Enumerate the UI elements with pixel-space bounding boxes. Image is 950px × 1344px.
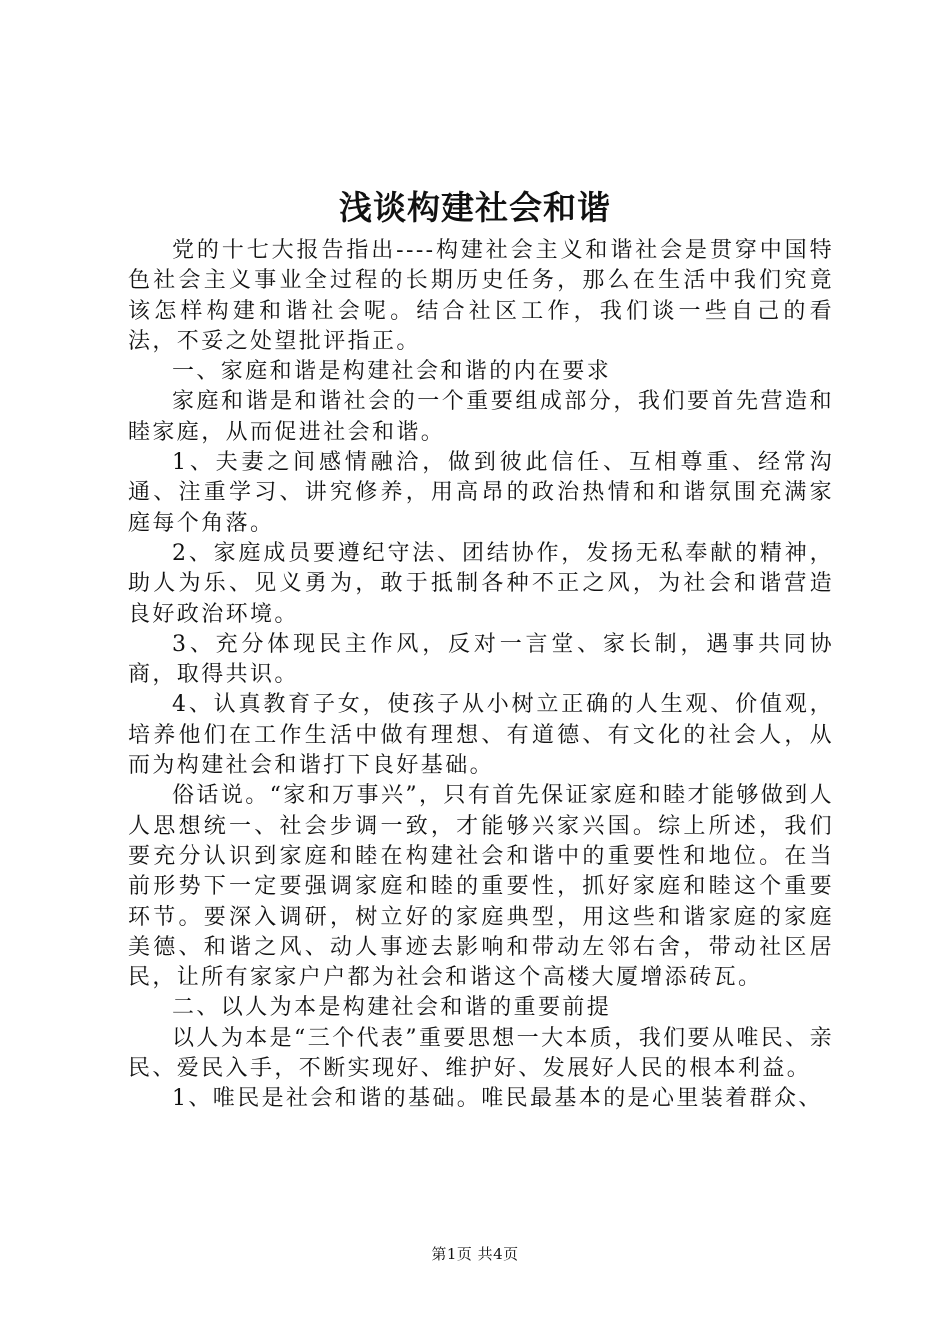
list-item: 1、唯民是社会和谐的基础。唯民最基本的是心里装着群众、	[172, 1086, 823, 1112]
document-title: 浅谈构建社会和谐	[339, 188, 611, 227]
list-item: 2、家庭成员要遵纪守法、团结协作，发扬无私奉献的精神，助人为乐、见义勇为，敢于抵制各种不正之风，为社会和谐营造良好政治环境。	[128, 540, 834, 627]
paragraph-intro: 党的十七大报告指出----构建社会主义和谐社会是贯穿中国特色社会主义事业全过程的长期历史任务，那么在生活中我们究竟该怎样构建和谐社会呢。结合社区工作，我们谈一些自己的看法，不妥之处望批评指正。	[128, 238, 834, 354]
list-item: 1、夫妻之间感情融洽，做到彼此信任、互相尊重、经常沟通、注重学习、讲究修养，用高昂的政治热情和和谐氛围充满家庭每个角落。	[128, 450, 834, 536]
document-body	[128, 236, 834, 1115]
paragraph: 俗话说。“家和万事兴”，只有首先保证家庭和睦才能够做到人人思想统一、社会步调一致，才能够兴家兴国。综上所述，我们要充分认识到家庭和睦在构建社会和谐中的重要性和地位。在当前形势下一定要强调家庭和睦的重要性，抓好家庭和睦这个重要环节。要深入调研，树立好的家庭典型，用这些和谐家庭的家庭美德、和谐之风、动人事迹去影响和带动左邻右舍，带动社区居民，让所有家家户户都为社会和谐这个高楼大厦增添砖瓦。	[128, 783, 834, 991]
list-item: 4、认真教育子女，使孩子从小树立正确的人生观、价值观，培养他们在工作生活中做有理想、有道德、有文化的社会人，从而为构建社会和谐打下良好基础。	[128, 692, 834, 779]
section-heading-1: 一、家庭和谐是构建社会和谐的内在要求	[172, 359, 612, 385]
page-footer: 第1页 共4页	[431, 1245, 519, 1263]
list-item: 3、充分体现民主作风，反对一言堂、家长制，遇事共同协商，取得共识。	[128, 631, 834, 688]
paragraph: 以人为本是“三个代表”重要思想一大本质，我们要从唯民、亲民、爱民入手，不断实现好、维护好、发展好人民的根本利益。	[128, 1025, 834, 1082]
section-heading-2: 二、以人为本是构建社会和谐的重要前提	[172, 995, 612, 1021]
paragraph: 家庭和谐是和谐社会的一个重要组成部分，我们要首先营造和睦家庭，从而促进社会和谐。	[128, 389, 834, 445]
